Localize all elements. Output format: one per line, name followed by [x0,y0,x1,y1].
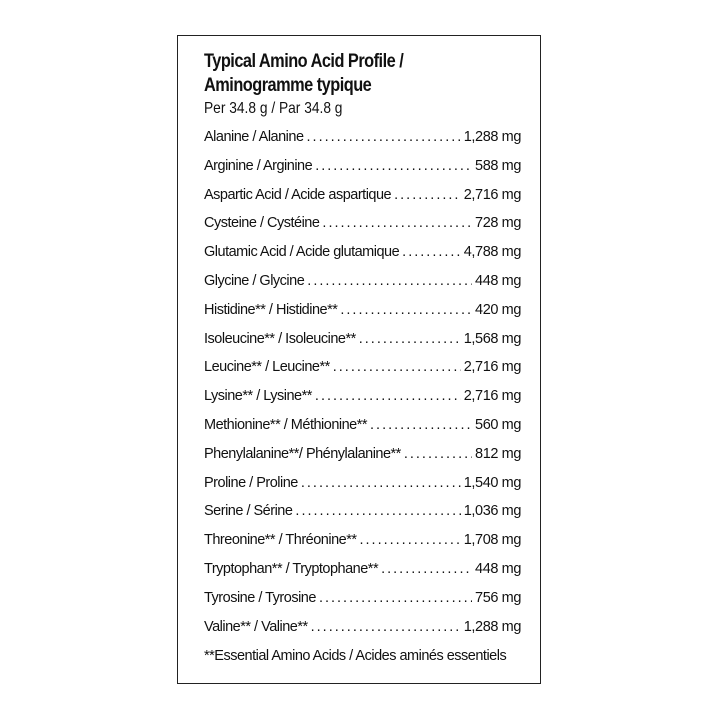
amino-acid-amount: 448 mg [475,560,521,577]
dot-leader [301,475,461,491]
amino-acid-name: Isoleucine** / Isoleucine** [204,330,356,347]
amino-acid-amount: 420 mg [475,301,521,318]
dot-leader [381,561,472,577]
amino-acid-row [204,187,521,216]
amino-acid-name: Glutamic Acid / Acide glutamique [204,244,400,261]
amino-acid-row [204,417,521,446]
amino-acid-row [204,503,521,532]
amino-acid-name: Tryptophan** / Tryptophane** [204,560,379,577]
amino-acid-amount: 812 mg [475,445,521,462]
amino-acid-row [204,446,521,475]
amino-acid-row [204,532,521,561]
dot-leader [315,158,472,174]
dot-leader [307,129,461,145]
amino-acid-row [204,590,521,619]
dot-leader [359,331,461,347]
amino-acid-name: Histidine** / Histidine** [204,301,338,318]
amino-acid-label [177,35,541,684]
amino-acid-row [204,388,521,417]
amino-acid-list [204,129,521,647]
amino-acid-name: Proline / Proline [204,474,298,491]
amino-acid-row [204,561,521,590]
dot-leader [359,532,460,548]
amino-acid-name: Tyrosine / Tyrosine [204,589,316,606]
dot-leader [340,302,472,318]
amino-acid-name: Lysine** / Lysine** [204,388,312,405]
amino-acid-amount: 756 mg [475,589,521,606]
amino-acid-name: Valine** / Valine** [204,618,308,635]
amino-acid-amount: 2,716 mg [463,388,521,405]
amino-acid-amount: 560 mg [475,416,521,433]
amino-acid-name: Phenylalanine**/ Phénylalanine** [204,445,401,462]
amino-acid-name: Glycine / Glycine [204,272,305,289]
amino-acid-amount: 1,568 mg [463,330,521,347]
amino-acid-row [204,331,521,360]
amino-acid-amount: 588 mg [475,157,521,174]
amino-acid-amount: 1,708 mg [463,532,521,549]
amino-acid-row [204,475,521,504]
footnote: **Essential Amino Acids / Acides aminés essentiels [204,648,507,665]
dot-leader [311,619,461,635]
amino-acid-amount: 448 mg [475,272,521,289]
amino-acid-name: Leucine** / Leucine** [204,359,330,376]
dot-leader [333,359,461,375]
amino-acid-row [204,273,521,302]
dot-leader [319,590,472,606]
amino-acid-row [204,359,521,388]
amino-acid-amount: 1,288 mg [463,129,521,145]
amino-acid-amount: 1,288 mg [463,618,521,635]
dot-leader [315,388,461,404]
amino-acid-row [204,129,521,158]
dot-leader [394,187,461,203]
amino-acid-row [204,302,521,331]
dot-leader [307,273,472,289]
dot-leader [370,417,472,433]
amino-acid-amount: 2,716 mg [463,186,521,203]
amino-acid-name: Serine / Sérine [204,503,293,520]
amino-acid-amount: 1,036 mg [463,503,521,520]
amino-acid-name: Alanine / Alanine [204,129,304,145]
label-title-line-2: Aminogramme typique [204,75,372,96]
amino-acid-row [204,215,521,244]
dot-leader [402,244,461,260]
amino-acid-row [204,158,521,187]
dot-leader [295,503,460,519]
amino-acid-amount: 1,540 mg [463,474,521,491]
dot-leader [404,446,472,462]
amino-acid-name: Cysteine / Cystéine [204,215,320,232]
amino-acid-name: Methionine** / Méthionine** [204,416,368,433]
dot-leader [322,215,472,231]
amino-acid-name: Threonine** / Thréonine** [204,532,357,549]
amino-acid-amount: 4,788 mg [463,244,521,261]
amino-acid-row [204,619,521,648]
amino-acid-amount: 2,716 mg [463,359,521,376]
amino-acid-name: Aspartic Acid / Acide aspartique [204,186,392,203]
amino-acid-amount: 728 mg [475,215,521,232]
amino-acid-row [204,244,521,273]
label-title-line-1: Typical Amino Acid Profile / [204,51,404,72]
serving-size: Per 34.8 g / Par 34.8 g [204,100,343,117]
amino-acid-name: Arginine / Arginine [204,157,313,174]
